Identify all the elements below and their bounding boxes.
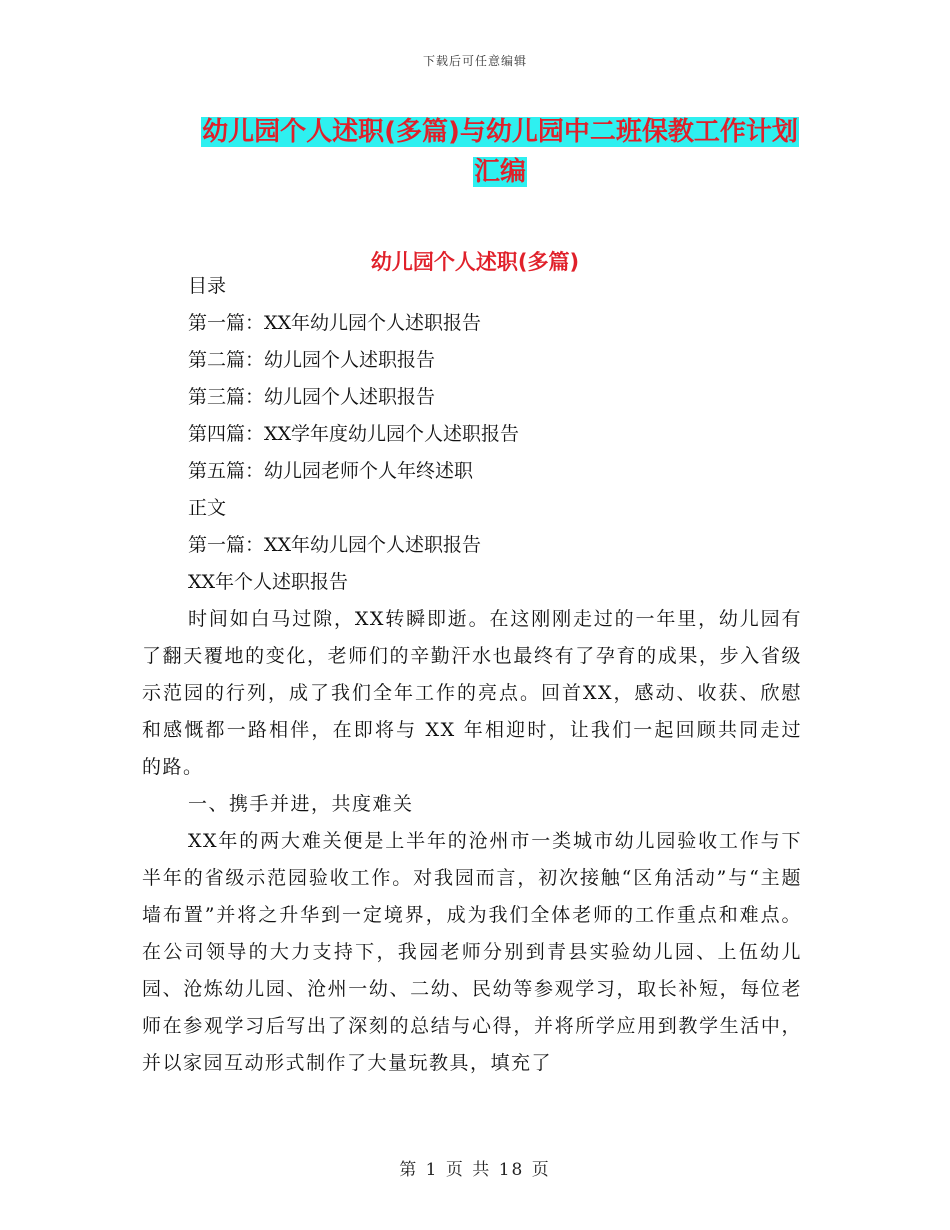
subheading: 一、携手并进，共度难关 xyxy=(188,793,414,815)
toc-item: 第三篇：幼儿园个人述职报告 xyxy=(188,386,436,408)
table-of-contents xyxy=(188,268,519,601)
paragraph: XX年的两大难关便是上半年的沧州市一类城市幼儿园验收工作与下半年的省级示范园验收工作。对我园而言，初次接触“区角活动”与“主题墙布置”并将之升华到一定境界，成为我们全体老师的工作重点和难点。在公司领导的大力支持下，我园老师分别到青县实验幼儿园、上伍幼儿园、沧炼幼儿园、沧州一幼、二幼、民幼等参观学习，取长补短，每位老师在参观学习后写出了深刻的总结与心得，并将所学应用到教学生活中，并以家园互动形式制作了大量玩教具，填充了 xyxy=(142,830,802,1074)
chapter-heading: 第一篇：XX年幼儿园个人述职报告 xyxy=(188,534,482,556)
report-title: XX年个人述职报告 xyxy=(188,571,349,593)
toc-item: 第二篇：幼儿园个人述职报告 xyxy=(188,349,436,371)
body-text xyxy=(142,601,802,1082)
header-note: 下载后可任意编辑 xyxy=(422,54,527,68)
toc-item: 第五篇：幼儿园老师个人年终述职 xyxy=(188,460,474,482)
title-line-1: 幼儿园个人述职(多篇)与幼儿园中二班保教工作计划 xyxy=(202,117,798,147)
section-title: 幼儿园个人述职(多篇) xyxy=(370,250,580,274)
paragraph: 时间如白马过隙，XX转瞬即逝。在这刚刚走过的一年里，幼儿园有了翻天覆地的变化，老师们的辛勤汗水也最终有了孕育的成果，步入省级示范园的行列，成了我们全年工作的亮点。回首XX，感动、收获、欣慰和感慨都一路相伴，在即将与 XX 年相迎时，让我们一起回顾共同走过的路。 xyxy=(142,608,802,778)
document-title xyxy=(195,112,805,192)
toc-item: 第四篇：XX学年度幼儿园个人述职报告 xyxy=(188,423,520,445)
toc-item: 第一篇：XX年幼儿园个人述职报告 xyxy=(188,312,482,334)
body-heading: 正文 xyxy=(188,497,227,519)
toc-heading: 目录 xyxy=(188,275,227,297)
title-line-2: 汇编 xyxy=(473,157,526,187)
page-footer: 第 1 页 共 18 页 xyxy=(399,1160,551,1180)
